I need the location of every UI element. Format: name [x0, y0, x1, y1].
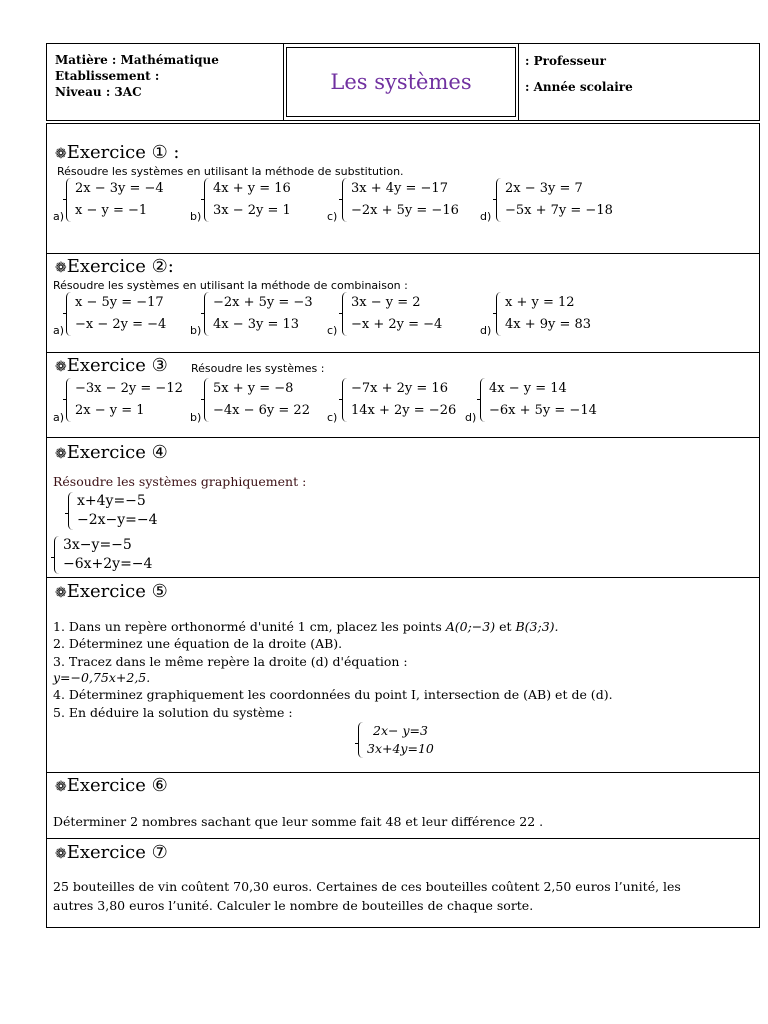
system-d: 2x − 3y = 7 −5x + 7y = −18	[503, 178, 613, 222]
flower-icon: ❁	[55, 446, 67, 462]
system-label: a)	[53, 411, 65, 424]
exercise-6-text: Déterminer 2 nombres sachant que leur somme fait 48 et leur différence 22 .	[53, 814, 544, 829]
exercise-5-line-4: 4. Déterminez graphiquement les coordonnées du point I, intersection de (AB) et de (d).	[53, 687, 613, 702]
exercise-1-instruction: Résoudre les systèmes en utilisant la méthode de substitution.	[57, 165, 404, 178]
exercise-2	[46, 253, 760, 353]
system-c: 3x + 4y = −17 −2x + 5y = −16	[349, 178, 459, 222]
system-label: a)	[53, 324, 65, 337]
system-c: −7x + 2y = 16 14x + 2y = −26	[349, 378, 456, 422]
system-a: x − 5y = −17 −x − 2y = −4	[73, 292, 166, 336]
teacher-label: : Professeur	[525, 54, 606, 68]
exercise-6-title: ❁Exercice ⑥	[55, 775, 168, 796]
level-label: Niveau : 3AC	[55, 85, 142, 99]
flower-icon: ❁	[55, 359, 67, 375]
system-2: 3x−y=−5 −6x+2y=−4	[61, 536, 152, 574]
exercise-4-title: ❁Exercice ④	[55, 442, 168, 463]
header-teacher-cell	[519, 44, 759, 120]
exercise-5-line-2: 2. Déterminez une équation de la droite (AB).	[53, 636, 343, 651]
flower-icon: ❁	[55, 260, 67, 276]
system-b: 4x + y = 16 3x − 2y = 1	[211, 178, 291, 222]
exercise-3	[46, 352, 760, 438]
system-label: a)	[53, 210, 65, 223]
exercise-7-line-2: autres 3,80 euros l’unité. Calculer le nombre de bouteilles de chaque sorte.	[53, 898, 534, 913]
point-a: A(0;−3)	[445, 619, 496, 634]
system-label: d)	[465, 411, 477, 424]
system-label: c)	[327, 210, 338, 223]
system-d: x + y = 12 4x + 9y = 83	[503, 292, 591, 336]
point-b: B(3;3).	[515, 619, 559, 634]
system-label: d)	[480, 210, 492, 223]
flower-icon: ❁	[55, 146, 67, 162]
exercise-2-title: ❁Exercice ②:	[55, 256, 174, 277]
header-info-cell	[47, 44, 283, 120]
system-c: 3x − y = 2 −x + 2y = −4	[349, 292, 442, 336]
system: 2x− y=3 3x+4y=10	[365, 722, 434, 758]
exercise-7	[46, 838, 760, 928]
system-b: 5x + y = −8 −4x − 6y = 22	[211, 378, 310, 422]
exercise-3-instruction: Résoudre les systèmes :	[191, 362, 325, 375]
exercise-5-equation: y=−0,75x+2,5.	[53, 670, 151, 685]
flower-icon: ❁	[55, 846, 67, 862]
exercise-5-line-3: 3. Tracez dans le même repère la droite (d) d'équation :	[53, 654, 408, 669]
system-label: d)	[480, 324, 492, 337]
header-title-cell	[283, 44, 519, 120]
system-1: x+4y=−5 −2x−y=−4	[75, 492, 158, 530]
exercise-3-title: ❁Exercice ③	[55, 355, 168, 376]
system-label: b)	[190, 210, 202, 223]
exercise-4	[46, 437, 760, 578]
exercise-2-instruction: Résoudre les systèmes en utilisant la méthode de combinaison :	[53, 279, 408, 292]
system-label: c)	[327, 411, 338, 424]
flower-icon: ❁	[55, 585, 67, 601]
system-label: b)	[190, 411, 202, 424]
exercise-7-title: ❁Exercice ⑦	[55, 842, 168, 863]
exercise-6	[46, 772, 760, 839]
school-label: Etablissement :	[55, 69, 160, 83]
school-year-label: : Année scolaire	[525, 80, 633, 94]
exercise-5-line-1: 1. Dans un repère orthonormé d'unité 1 cm, placez les points A(0;−3) et B(3;3).	[53, 619, 559, 634]
system-a: 2x − 3y = −4 x − y = −1	[73, 178, 164, 222]
exercise-7-line-1: 25 bouteilles de vin coûtent 70,30 euros. Certaines de ces bouteilles coûtent 2,50 euros l’unité, les	[53, 879, 681, 894]
exercise-1-title: ❁Exercice ① :	[55, 142, 180, 163]
flower-icon: ❁	[55, 779, 67, 795]
system-a: −3x − 2y = −12 2x − y = 1	[73, 378, 183, 422]
exercise-5-title: ❁Exercice ⑤	[55, 581, 168, 602]
system-d: 4x − y = 14 −6x + 5y = −14	[487, 378, 597, 422]
system-label: b)	[190, 324, 202, 337]
exercise-5	[46, 577, 760, 773]
page-title: Les systèmes	[330, 70, 472, 94]
system-b: −2x + 5y = −3 4x − 3y = 13	[211, 292, 313, 336]
exercise-5-line-5: 5. En déduire la solution du système :	[53, 705, 293, 720]
header-table	[46, 43, 760, 121]
subject-label: Matière : Mathématique	[55, 53, 219, 67]
exercise-4-instruction: Résoudre les systèmes graphiquement :	[53, 474, 307, 489]
system-label: c)	[327, 324, 338, 337]
exercise-1	[46, 123, 760, 254]
